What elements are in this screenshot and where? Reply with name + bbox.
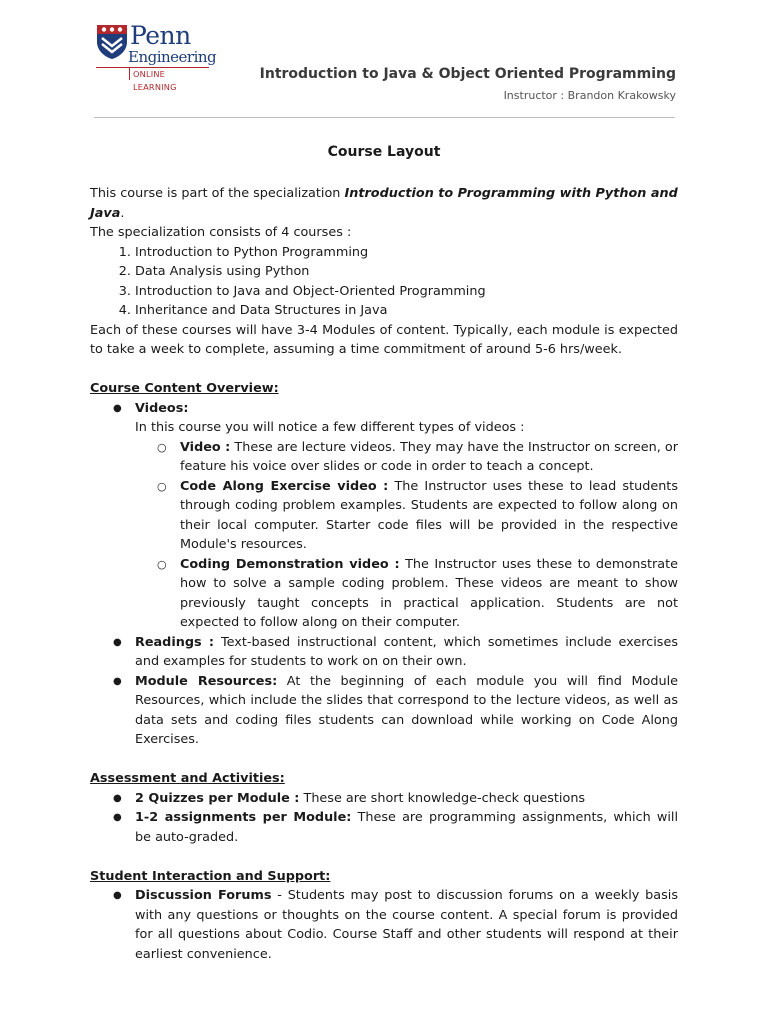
readings-item — [135, 633, 678, 672]
assessment-text: These are programming assignments, which will be auto-graded. — [135, 810, 679, 845]
penn-engineering-logo — [96, 21, 217, 92]
assessment-heading: Assessment and Activities: — [90, 771, 285, 786]
assessment-label: 1-2 assignments per Module: — [135, 810, 352, 825]
video-type-item — [180, 477, 678, 555]
modules-paragraph: Each of these courses will have 3-4 Modules of content. Typically, each module is expected to take a week to complete, assuming a time commitment of around 5-6 hrs/week. — [90, 322, 678, 357]
document-body — [90, 140, 678, 964]
course-list — [90, 243, 678, 321]
specialization-name: Introduction to Programming with Python and Java — [90, 186, 678, 221]
logo-divider — [96, 67, 130, 68]
logo-online-learning: ONLINE LEARNING — [129, 67, 209, 80]
videos-item — [135, 399, 678, 633]
support-list — [90, 886, 678, 964]
logo-engineering-text: Engineering — [128, 48, 217, 66]
readings-label: Readings : — [135, 634, 215, 650]
course-item: 2. Data Analysis using Python — [135, 262, 678, 282]
readings-text: Text-based instructional content, which sometimes include exercises and examples for students to work on on their own. — [135, 634, 678, 669]
course-item: 3. Introduction to Java and Object-Oriented Programming — [135, 282, 678, 302]
video-type-item — [180, 438, 678, 477]
support-item — [135, 886, 678, 964]
module-resources-label: Module Resources: — [135, 673, 278, 689]
content-overview-heading: Course Content Overview: — [90, 381, 279, 396]
video-type-text: The Instructor uses these to demonstrate how to solve a sample coding problem. These videos are meant to show previously taught concepts in practical application. Students are not expected to follow along on their computer. — [180, 556, 679, 630]
videos-intro: In this course you will notice a few different types of videos : — [135, 420, 525, 435]
intro-text: This course is part of the specialization — [90, 186, 345, 201]
penn-shield-icon — [96, 24, 128, 60]
module-resources-item — [135, 672, 678, 750]
course-title: Introduction to Java & Object Oriented Programming — [259, 66, 676, 82]
page-title: Course Layout — [327, 144, 441, 160]
video-type-text: The Instructor uses these to lead students through coding problem examples. Students are expected to follow along on their local computer. Starter code files will be provided in the respective Module's resources. — [180, 478, 678, 552]
course-item: 4. Inheritance and Data Structures in Java — [135, 301, 678, 321]
intro-period: . — [120, 205, 125, 221]
course-item: 1. Introduction to Python Programming — [135, 243, 678, 263]
assessment-item — [135, 789, 678, 809]
assessment-label: 2 Quizzes per Module : — [135, 790, 300, 806]
logo-penn-text: Penn — [130, 21, 191, 50]
video-type-item — [180, 555, 678, 633]
video-type-label: Video : — [180, 439, 231, 455]
module-resources-text: At the beginning of each module you will find Module Resources, which include the slides that correspond to the lecture videos, as well as data sets and coding files students can download while working on Code Along Exercises. — [135, 673, 678, 747]
assessment-item — [135, 808, 678, 847]
instructor-name: Instructor : Brandon Krakowsky — [503, 89, 676, 102]
content-overview-list — [90, 399, 678, 750]
video-type-label: Coding Demonstration video : — [180, 556, 400, 572]
assessment-list — [90, 789, 678, 848]
videos-label: Videos: — [135, 400, 189, 416]
support-heading: Student Interaction and Support: — [90, 868, 331, 884]
video-types-list — [135, 438, 678, 633]
support-label: Discussion Forums — [135, 888, 272, 903]
intro-paragraph — [90, 184, 678, 223]
video-type-text: These are lecture videos. They may have the Instructor on screen, or feature his voice over slides or code in order to teach a concept. — [180, 439, 678, 474]
support-text: - Students may post to discussion forums on a weekly basis with any questions or thoughts on the course content. A special forum is provided for all questions about Codio. Course Staff and other students will respond at their earliest convenience. — [135, 888, 678, 962]
header-divider — [94, 117, 675, 118]
assessment-text: These are short knowledge-check questions — [299, 790, 586, 806]
video-type-label: Code Along Exercise video : — [180, 478, 389, 494]
specialization-consists: The specialization consists of 4 courses : — [90, 225, 352, 240]
